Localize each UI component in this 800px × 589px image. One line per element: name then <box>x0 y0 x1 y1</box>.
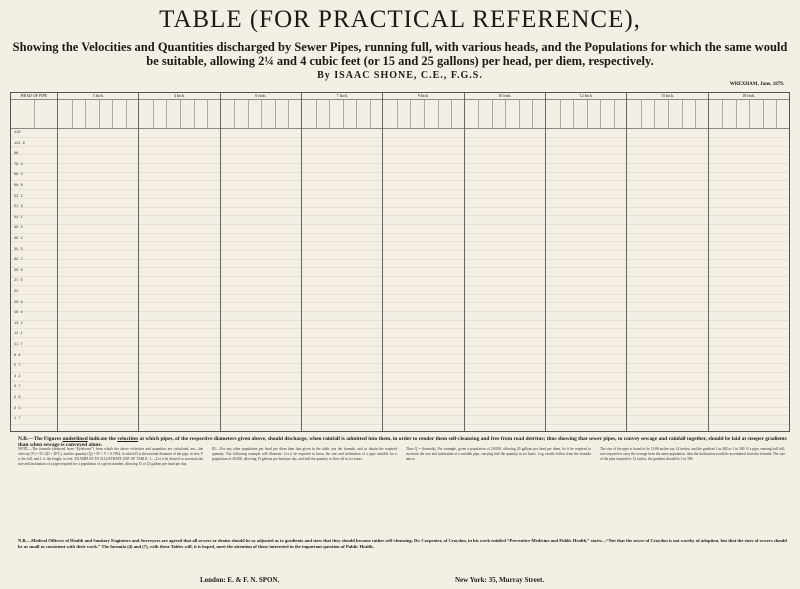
head-value: 110 <box>14 131 21 135</box>
head-value: 2 1 <box>14 406 21 411</box>
column-subheadings <box>11 100 57 129</box>
velocity-note-middle: indicate the <box>87 436 118 442</box>
footer-london: London: E. & F. N. SPON. <box>200 576 280 584</box>
head-value: 12 1 <box>14 332 23 337</box>
head-value: 2 9 <box>14 396 21 400</box>
pipe-size-heading: 10 Inch. <box>465 93 545 100</box>
head-value: 60 8 <box>14 184 23 188</box>
head-value: 29 9 <box>14 268 23 273</box>
pipe-size-block <box>57 93 138 431</box>
table-rows <box>11 129 57 431</box>
data-table <box>10 92 790 432</box>
table-rows <box>709 129 789 431</box>
table-rows <box>221 129 301 431</box>
pipe-size-heading: 4 Inch. <box>139 93 219 100</box>
column-subheadings <box>627 100 707 129</box>
place-date: WREXHAM, June, 1879. <box>729 82 784 87</box>
head-value: 22 <box>14 290 19 294</box>
pipe-size-block <box>301 93 382 431</box>
head-value: 1 7 <box>14 417 21 422</box>
head-value: 27 5 <box>14 279 23 284</box>
example-note-text: III.—For any other population per head per diem than that given in the table, use the formula, and so obtain the required quantity. The following example will illustrate. Let it be required to know the size and inclination of a pipe suitable for a population of 40,000, allowing 15 gallons per head per day, and half the quantity to flow off in six hours. <box>212 447 397 461</box>
velocity-note-prefix: N.B.—The Figures <box>18 436 63 442</box>
subtitle-line-2: be suitable, allowing 2¼ and 4 cubic feet (or 15 and 25 gallons) per head, per diem, respectively. <box>146 54 654 68</box>
column-subheadings <box>221 100 301 129</box>
pipe-size-block <box>626 93 707 431</box>
pipe-size-heading: 12 Inch. <box>546 93 626 100</box>
column-subheadings <box>465 100 545 129</box>
head-value: 51 3 <box>14 205 23 210</box>
velocity-note-underlined: underlined <box>62 436 88 442</box>
head-value: 53 2 <box>14 194 23 199</box>
head-value: 13 2 <box>14 321 23 326</box>
example-note <box>212 447 397 535</box>
table-rows <box>627 129 707 431</box>
subtitle-line-1: Showing the Velocities and Quantities discharged by Sewer Pipes, running full, with various heads, and the Populations for which the same would <box>12 40 788 54</box>
pipe-size-heading: 9 Inch. <box>383 93 463 100</box>
pipe-size-heading: 15 Inch. <box>627 93 707 100</box>
velocity-note-suffix: at which pipes, of the respective diameters given above, should discharge, when rainfall is admitted into them, in order to render them self-cleansing and free from road detritus; thus showing that sewer pipes, to convey sewage and rainfall together, should be laid at steeper gradients than when sewage is conveyed alone. <box>18 436 787 448</box>
head-value: 4 2 <box>14 374 21 379</box>
column-subheadings <box>383 100 463 129</box>
head-value: 8 4 <box>14 353 21 358</box>
pipe-size-block <box>464 93 545 431</box>
column-subheadings <box>139 100 219 129</box>
head-value: 122 8 <box>14 141 25 146</box>
author-byline: By ISAAC SHONE, C.E., F.G.S. <box>317 70 483 81</box>
result-note <box>600 447 785 535</box>
calculation-note <box>406 447 591 535</box>
nb-note: N.B.—Medical Officers of Health and Sanitary Engineers and Surveyors are agreed that all sewers or drains should be so adjusted as to gradients and sizes that they should become rather self-cleansing. Dr. Carpenter, of Croydon, in his work entitled “Preventive Medicine and Public Health,” states—“Not that the sewer of Croydon is not worthy of adoption, but that the sizes of sewers should be as small as consistent with their work.” The formula (4) and (7), with these Tables will, it is hoped, meet the attention of those interested in the important question of Public Health. <box>18 538 787 549</box>
table-rows <box>139 129 219 431</box>
head-value: 66 2 <box>14 173 23 178</box>
head-value: 79 4 <box>14 162 23 167</box>
table-rows <box>546 129 626 431</box>
pipe-size-block <box>382 93 463 431</box>
head-value: 16 4 <box>14 311 23 316</box>
footer-newyork: New York: 35, Murray Street. <box>455 576 545 584</box>
pipe-size-block <box>138 93 219 431</box>
column-subheadings <box>709 100 789 129</box>
head-column <box>11 93 57 431</box>
pipe-size-heading: 6 Inch. <box>221 93 301 100</box>
head-value: 35 3 <box>14 247 23 252</box>
table-rows <box>58 129 138 431</box>
formula-note-text: NOTE.—The formula (deduced from “Eytelwein”) from which the above velocities and quantities are calculated, are—the velocity (V) = 55 √(D × 2F/L), and the quantity (Q) = D² × V × 0.7854, in which D is the internal diameter of the pipe, in feet; F is the fall; and L is the length, in feet. EXAMPLES TO ILLUSTRATE USE OF TABLE. 1.—Let it be desired to ascertain the size and inclination of a pipe required for a population of a given number, allowing 15 or 25 gallons per head per day. <box>18 447 203 466</box>
page-title: TABLE (FOR PRACTICAL REFERENCE), <box>159 6 641 33</box>
head-value: 36 4 <box>14 237 23 241</box>
head-value: 98 <box>14 152 19 157</box>
result-note-text: The size of the pipe is found to be 13.86 inches say 14 inches; and the gradient 1 in 482 or 1 in 500. If a pipe, running half full, was required to carry the sewage from the same population, then the inclination would be ascertained from the formula. The size of the pipe required is 12 inches, the gradient should be 1 in 390. <box>600 447 785 461</box>
head-value: 5 7 <box>14 364 21 369</box>
head-column-heading: HEAD OF PIPE <box>11 93 57 100</box>
head-value: 11 7 <box>14 343 23 347</box>
calculation-note-text: Then Q = (formula). For example, given a population of 20,000, allowing 20 gallons per head per diem, let it be required to ascertain the size and inclination of a suitable pipe, carrying half the quantity in six hours. Log. results follow from the formula above. <box>406 447 591 461</box>
head-value: 20 9 <box>14 300 23 305</box>
pipe-size-block <box>220 93 301 431</box>
table-rows <box>302 129 382 431</box>
table-rows <box>465 129 545 431</box>
pipe-size-heading: 7 Inch. <box>302 93 382 100</box>
pipe-size-heading: 3 Inch. <box>58 93 138 100</box>
column-subheadings <box>302 100 382 129</box>
pipe-size-heading: 18 Inch. <box>709 93 789 100</box>
table-rows <box>383 129 463 431</box>
head-value: 3 7 <box>14 385 21 390</box>
column-subheadings <box>546 100 626 129</box>
head-value: 44 1 <box>14 215 23 220</box>
pipe-size-block <box>545 93 626 431</box>
formula-note <box>18 447 203 535</box>
velocity-note-velocities: velocities <box>117 436 139 442</box>
column-subheadings <box>58 100 138 129</box>
head-value: 32 7 <box>14 258 23 263</box>
pipe-size-block <box>708 93 789 431</box>
head-value: 40 2 <box>14 226 23 231</box>
